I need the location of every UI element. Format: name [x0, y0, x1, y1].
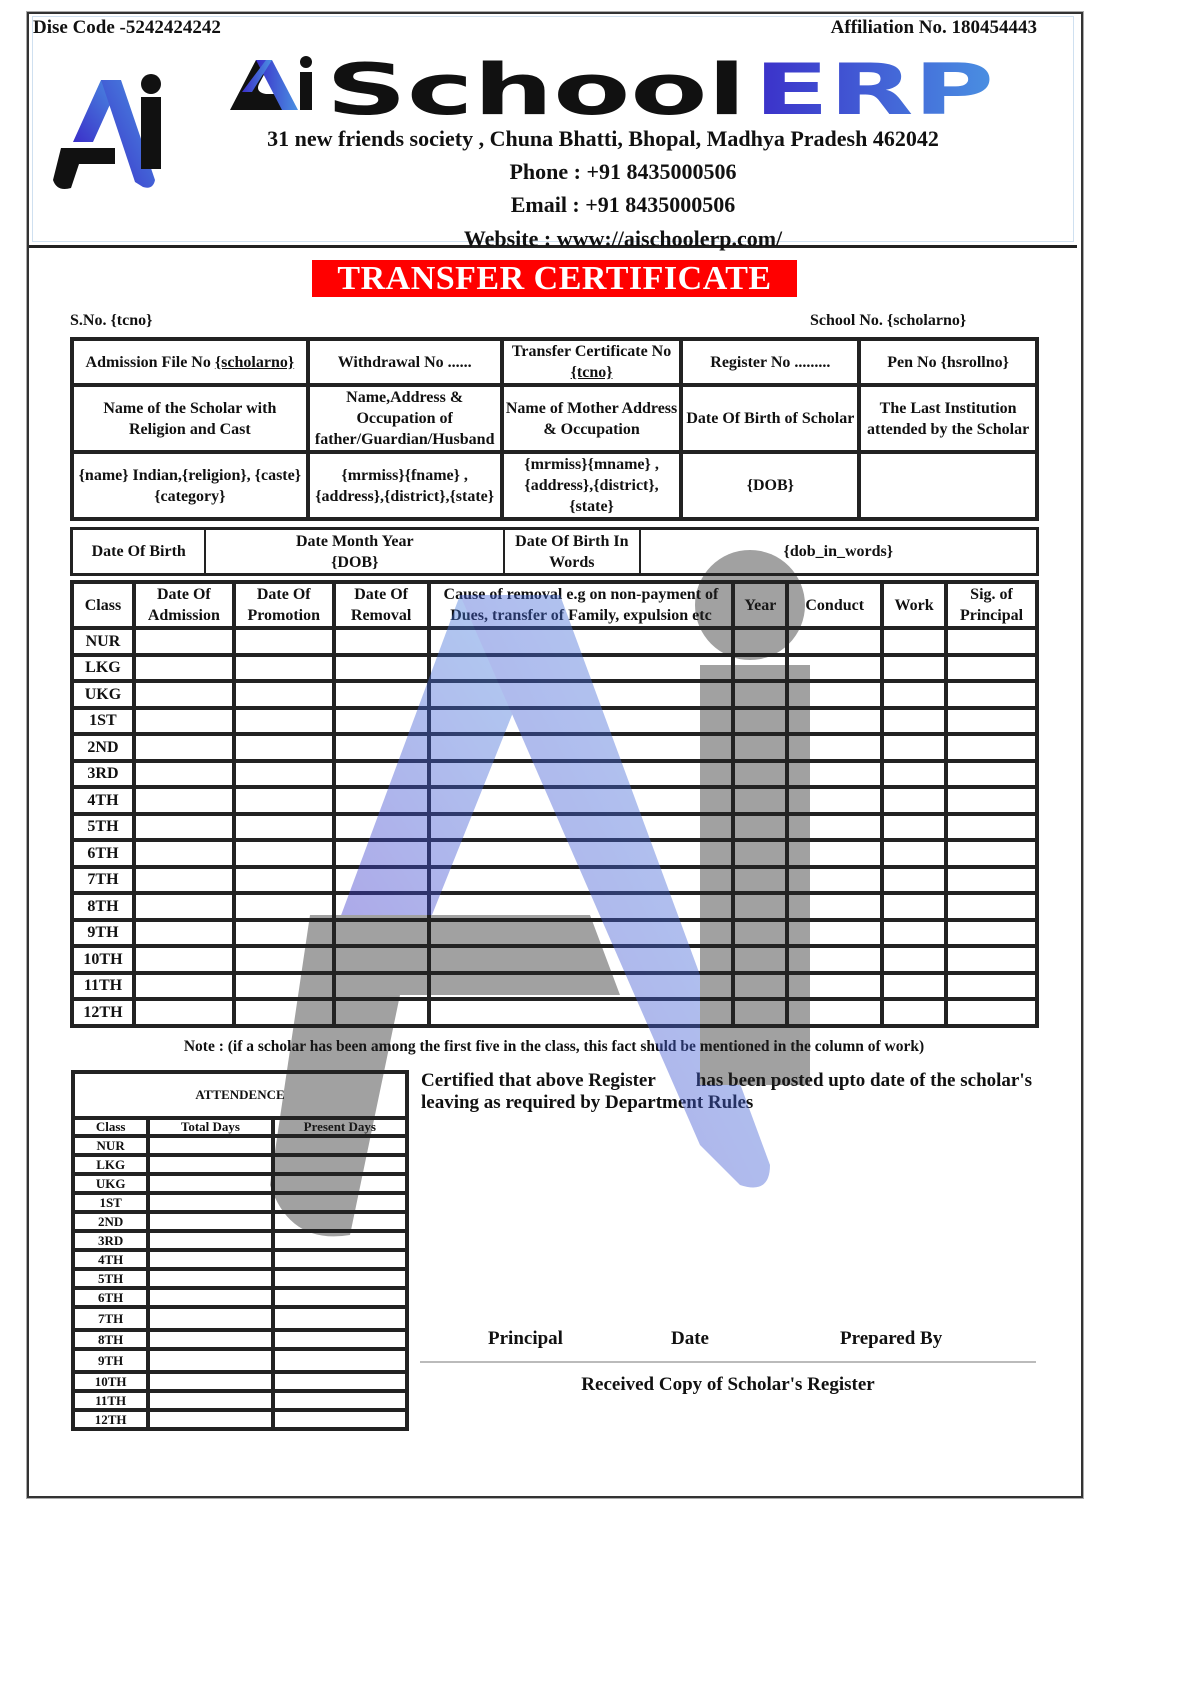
- class-entry-cell[interactable]: [429, 655, 734, 682]
- class-entry-cell[interactable]: [134, 681, 234, 708]
- class-entry-cell[interactable]: [134, 734, 234, 761]
- scholar-info-table: [70, 337, 1039, 521]
- school-website[interactable]: Website : www://aischoolerp.com/: [463, 226, 783, 251]
- certification-part2: has been posted upto date of the scholar's leaving as required by Department Rules: [421, 1070, 1033, 1113]
- class-col-header: Date Of Removal: [334, 582, 429, 628]
- class-entry-cell[interactable]: [429, 867, 734, 894]
- class-name-cell: 4TH: [72, 787, 134, 814]
- class-entry-cell[interactable]: [429, 946, 734, 973]
- class-row: [72, 893, 1037, 920]
- attendance-col-header: Present Days: [273, 1118, 407, 1136]
- class-entry-cell[interactable]: [134, 761, 234, 788]
- attendance-class-cell: 1ST: [73, 1193, 148, 1212]
- class-entry-cell[interactable]: [882, 814, 946, 841]
- attendance-class-cell: 4TH: [73, 1250, 148, 1269]
- scholar-name-value: {name} Indian,{religion}, {caste} {category}: [72, 452, 308, 519]
- total-days-cell[interactable]: [148, 1231, 272, 1250]
- class-table-header: [72, 582, 1037, 628]
- divider-line: [420, 1361, 1036, 1363]
- prepared-by-label: Prepared By: [840, 1328, 943, 1349]
- dob-dmy-cell: [205, 529, 504, 574]
- class-entry-cell[interactable]: [134, 708, 234, 735]
- class-entry-cell[interactable]: [733, 734, 787, 761]
- class-entry-cell[interactable]: [429, 814, 734, 841]
- class-entry-cell[interactable]: [787, 734, 882, 761]
- tc-no-label: Transfer Certificate No: [511, 343, 672, 360]
- class-entry-cell[interactable]: [882, 946, 946, 973]
- attendance-class-cell: 6TH: [73, 1288, 148, 1307]
- class-history-table: [70, 580, 1039, 1028]
- present-days-cell[interactable]: [273, 1231, 407, 1250]
- class-entry-cell[interactable]: [787, 761, 882, 788]
- class-entry-cell[interactable]: [733, 840, 787, 867]
- class-entry-cell[interactable]: [946, 946, 1037, 973]
- admission-file-value: {scholarno}: [214, 353, 295, 371]
- attendance-class-cell: 8TH: [73, 1330, 148, 1349]
- class-entry-cell[interactable]: [882, 787, 946, 814]
- total-days-cell[interactable]: [148, 1410, 272, 1429]
- class-entry-cell[interactable]: [946, 734, 1037, 761]
- class-entry-cell[interactable]: [334, 840, 429, 867]
- class-entry-cell[interactable]: [733, 920, 787, 947]
- class-entry-cell[interactable]: [787, 628, 882, 655]
- class-entry-cell[interactable]: [429, 787, 734, 814]
- class-entry-cell[interactable]: [733, 655, 787, 682]
- class-entry-cell[interactable]: [733, 973, 787, 1000]
- attendance-class-cell: 11TH: [73, 1391, 148, 1410]
- class-entry-cell[interactable]: [882, 893, 946, 920]
- class-col-header: Cause of removal e.g on non-payment of Dues, transfer of Family, expulsion etc: [429, 582, 734, 628]
- class-entry-cell[interactable]: [882, 708, 946, 735]
- class-entry-cell[interactable]: [946, 708, 1037, 735]
- last-institution-label: The Last Institution attended by the Scholar: [859, 385, 1037, 452]
- class-entry-cell[interactable]: [334, 893, 429, 920]
- class-entry-cell[interactable]: [787, 814, 882, 841]
- class-entry-cell[interactable]: [134, 973, 234, 1000]
- class-entry-cell[interactable]: [946, 761, 1037, 788]
- class-entry-cell[interactable]: [733, 761, 787, 788]
- class-entry-cell[interactable]: [946, 814, 1037, 841]
- class-col-header: Conduct: [787, 582, 882, 628]
- class-entry-cell[interactable]: [134, 893, 234, 920]
- class-entry-cell[interactable]: [787, 867, 882, 894]
- class-entry-cell[interactable]: [733, 946, 787, 973]
- class-entry-cell[interactable]: [787, 973, 882, 1000]
- father-details-value: {mrmiss}{fname} , {address},{district},{state}: [308, 452, 502, 519]
- class-name-cell: 7TH: [72, 867, 134, 894]
- class-row: [72, 761, 1037, 788]
- present-days-cell[interactable]: [273, 1193, 407, 1212]
- class-entry-cell[interactable]: [134, 628, 234, 655]
- class-entry-cell[interactable]: [733, 893, 787, 920]
- principal-signature-label: Principal: [488, 1328, 563, 1349]
- class-entry-cell[interactable]: [134, 946, 234, 973]
- present-days-cell[interactable]: [273, 1372, 407, 1391]
- class-entry-cell[interactable]: [946, 999, 1037, 1026]
- withdrawal-no-cell: Withdrawal No ......: [308, 339, 502, 385]
- attendance-header: [73, 1118, 407, 1136]
- class-entry-cell[interactable]: [334, 628, 429, 655]
- aischoolerp-wordmark: [226, 52, 1006, 122]
- class-entry-cell[interactable]: [882, 999, 946, 1026]
- class-col-header: Date Of Promotion: [234, 582, 334, 628]
- class-entry-cell[interactable]: [234, 893, 334, 920]
- class-name-cell: 12TH: [72, 999, 134, 1026]
- class-entry-cell[interactable]: [882, 734, 946, 761]
- class-entry-cell[interactable]: [134, 787, 234, 814]
- attendance-class-cell: 3RD: [73, 1231, 148, 1250]
- class-entry-cell[interactable]: [787, 946, 882, 973]
- class-entry-cell[interactable]: [234, 946, 334, 973]
- attendance-row: [73, 1231, 407, 1250]
- class-name-cell: 9TH: [72, 920, 134, 947]
- class-entry-cell[interactable]: [787, 920, 882, 947]
- brand-erp-text: ERP: [754, 52, 994, 122]
- pen-no-cell: Pen No {hsrollno}: [859, 339, 1037, 385]
- class-entry-cell[interactable]: [334, 814, 429, 841]
- attendance-class-cell: 9TH: [73, 1349, 148, 1372]
- total-days-cell[interactable]: [148, 1136, 272, 1155]
- attendance-col-header: Total Days: [148, 1118, 272, 1136]
- class-entry-cell[interactable]: [429, 893, 734, 920]
- class-row: [72, 681, 1037, 708]
- dob-words-value: {dob_in_words}: [640, 529, 1037, 574]
- total-days-cell[interactable]: [148, 1349, 272, 1372]
- attendance-row: [73, 1349, 407, 1372]
- class-name-cell: 1ST: [72, 708, 134, 735]
- class-name-cell: UKG: [72, 681, 134, 708]
- present-days-cell[interactable]: [273, 1307, 407, 1330]
- class-row: [72, 708, 1037, 735]
- class-col-header: Year: [733, 582, 787, 628]
- attendance-class-cell: LKG: [73, 1155, 148, 1174]
- class-col-header: Date Of Admission: [134, 582, 234, 628]
- class-entry-cell[interactable]: [946, 920, 1037, 947]
- present-days-cell[interactable]: [273, 1269, 407, 1288]
- class-entry-cell[interactable]: [882, 628, 946, 655]
- brand-school-text: School: [326, 52, 746, 122]
- class-entry-cell[interactable]: [429, 920, 734, 947]
- class-entry-cell[interactable]: [882, 655, 946, 682]
- attendance-class-cell: 12TH: [73, 1410, 148, 1429]
- attendance-class-cell: 7TH: [73, 1307, 148, 1330]
- class-entry-cell[interactable]: [787, 999, 882, 1026]
- class-entry-cell[interactable]: [334, 973, 429, 1000]
- total-days-cell[interactable]: [148, 1391, 272, 1410]
- total-days-cell[interactable]: [148, 1269, 272, 1288]
- dise-code: Dise Code -5242424242: [33, 17, 221, 38]
- class-row: [72, 920, 1037, 947]
- class-entry-cell[interactable]: [429, 840, 734, 867]
- attendance-row: [73, 1330, 407, 1349]
- total-days-cell[interactable]: [148, 1330, 272, 1349]
- class-row: [72, 655, 1037, 682]
- info-row-labels: [72, 385, 1037, 452]
- date-signature-label: Date: [671, 1328, 709, 1349]
- total-days-cell[interactable]: [148, 1288, 272, 1307]
- class-name-cell: 10TH: [72, 946, 134, 973]
- class-entry-cell[interactable]: [429, 708, 734, 735]
- dob-words-label: Date Of Birth In Words: [504, 529, 640, 574]
- class-name-cell: 6TH: [72, 840, 134, 867]
- school-number: School No. {scholarno}: [810, 312, 967, 329]
- class-entry-cell[interactable]: [234, 840, 334, 867]
- dob-dmy-label: Date Month Year: [295, 532, 414, 550]
- class-name-cell: 2ND: [72, 734, 134, 761]
- class-entry-cell[interactable]: [234, 655, 334, 682]
- class-name-cell: 3RD: [72, 761, 134, 788]
- class-entry-cell[interactable]: [733, 681, 787, 708]
- dob-scholar-value: {DOB}: [681, 452, 859, 519]
- class-row: [72, 973, 1037, 1000]
- class-entry-cell[interactable]: [334, 761, 429, 788]
- class-entry-cell[interactable]: [733, 814, 787, 841]
- mother-details-value: {mrmiss}{mname} , {address},{district}, {state}: [502, 452, 682, 519]
- total-days-cell[interactable]: [148, 1212, 272, 1231]
- class-entry-cell[interactable]: [733, 708, 787, 735]
- class-entry-cell[interactable]: [882, 840, 946, 867]
- class-row: [72, 946, 1037, 973]
- class-row: [72, 867, 1037, 894]
- class-entry-cell[interactable]: [234, 734, 334, 761]
- class-entry-cell[interactable]: [334, 999, 429, 1026]
- class-entry-cell[interactable]: [429, 681, 734, 708]
- class-row: [72, 787, 1037, 814]
- class-entry-cell[interactable]: [946, 787, 1037, 814]
- class-entry-cell[interactable]: [787, 655, 882, 682]
- attendance-row: [73, 1288, 407, 1307]
- admission-file-label: Admission File No: [85, 353, 215, 371]
- class-entry-cell[interactable]: [134, 867, 234, 894]
- father-details-label: Name,Address & Occupation of father/Guardian/Husband: [308, 385, 502, 452]
- class-entry-cell[interactable]: [429, 999, 734, 1026]
- class-entry-cell[interactable]: [787, 893, 882, 920]
- class-entry-cell[interactable]: [733, 787, 787, 814]
- class-entry-cell[interactable]: [946, 655, 1037, 682]
- class-entry-cell[interactable]: [334, 734, 429, 761]
- total-days-cell[interactable]: [148, 1174, 272, 1193]
- school-phone: Phone : +91 8435000506: [509, 159, 737, 184]
- class-entry-cell[interactable]: [134, 655, 234, 682]
- present-days-cell[interactable]: [273, 1136, 407, 1155]
- class-row: [72, 628, 1037, 655]
- class-name-cell: 8TH: [72, 893, 134, 920]
- class-entry-cell[interactable]: [429, 761, 734, 788]
- class-entry-cell[interactable]: [946, 840, 1037, 867]
- attendance-row: [73, 1410, 407, 1429]
- attendance-row: [73, 1391, 407, 1410]
- present-days-cell[interactable]: [273, 1174, 407, 1193]
- class-entry-cell[interactable]: [946, 973, 1037, 1000]
- class-entry-cell[interactable]: [134, 814, 234, 841]
- attendance-row: [73, 1174, 407, 1193]
- dob-row: [72, 529, 1037, 574]
- class-entry-cell[interactable]: [234, 867, 334, 894]
- tc-no-cell: [502, 339, 682, 385]
- info-row-values: [72, 452, 1037, 519]
- total-days-cell[interactable]: [148, 1250, 272, 1269]
- class-entry-cell[interactable]: [134, 920, 234, 947]
- class-entry-cell[interactable]: [234, 999, 334, 1026]
- attendance-row: [73, 1136, 407, 1155]
- class-entry-cell[interactable]: [234, 920, 334, 947]
- class-entry-cell[interactable]: [787, 708, 882, 735]
- dob-label: Date Of Birth: [72, 529, 205, 574]
- register-no-cell: Register No .........: [681, 339, 859, 385]
- class-name-cell: 5TH: [72, 814, 134, 841]
- tc-no-value: {tcno}: [570, 364, 613, 381]
- class-entry-cell[interactable]: [429, 628, 734, 655]
- present-days-cell[interactable]: [273, 1250, 407, 1269]
- attendance-row: [73, 1250, 407, 1269]
- class-row: [72, 734, 1037, 761]
- attendance-col-header: Class: [73, 1118, 148, 1136]
- attendance-title: ATTENDENCE: [73, 1072, 407, 1118]
- received-copy-label: Received Copy of Scholar's Register: [581, 1374, 875, 1395]
- attendance-row: [73, 1307, 407, 1330]
- class-entry-cell[interactable]: [882, 681, 946, 708]
- class-entry-cell[interactable]: [334, 681, 429, 708]
- class-entry-cell[interactable]: [733, 999, 787, 1026]
- school-address: 31 new friends society , Chuna Bhatti, Bhopal, Madhya Pradesh 462042: [267, 126, 939, 151]
- work-note: Note : (if a scholar has been among the first five in the class, this fact shuld be mentioned in the column of work): [183, 1038, 925, 1055]
- present-days-cell[interactable]: [273, 1349, 407, 1372]
- present-days-cell[interactable]: [273, 1330, 407, 1349]
- total-days-cell[interactable]: [148, 1307, 272, 1330]
- school-email: Email : +91 8435000506: [510, 192, 736, 217]
- class-col-header: Class: [72, 582, 134, 628]
- class-entry-cell[interactable]: [234, 973, 334, 1000]
- class-entry-cell[interactable]: [334, 708, 429, 735]
- total-days-cell[interactable]: [148, 1193, 272, 1212]
- total-days-cell[interactable]: [148, 1155, 272, 1174]
- present-days-cell[interactable]: [273, 1155, 407, 1174]
- certification-part1: Certified that above Register: [421, 1070, 656, 1091]
- present-days-cell[interactable]: [273, 1391, 407, 1410]
- class-entry-cell[interactable]: [234, 681, 334, 708]
- present-days-cell[interactable]: [273, 1212, 407, 1231]
- class-name-cell: 11TH: [72, 973, 134, 1000]
- class-entry-cell[interactable]: [787, 681, 882, 708]
- class-entry-cell[interactable]: [234, 787, 334, 814]
- class-entry-cell[interactable]: [429, 734, 734, 761]
- class-entry-cell[interactable]: [134, 999, 234, 1026]
- total-days-cell[interactable]: [148, 1372, 272, 1391]
- class-row: [72, 814, 1037, 841]
- class-entry-cell[interactable]: [334, 655, 429, 682]
- class-entry-cell[interactable]: [787, 787, 882, 814]
- certificate-title: TRANSFER CERTIFICATE: [312, 260, 797, 297]
- class-entry-cell[interactable]: [234, 708, 334, 735]
- attendance-class-cell: 2ND: [73, 1212, 148, 1231]
- class-entry-cell[interactable]: [134, 840, 234, 867]
- present-days-cell[interactable]: [273, 1288, 407, 1307]
- class-entry-cell[interactable]: [334, 867, 429, 894]
- class-entry-cell[interactable]: [946, 893, 1037, 920]
- class-entry-cell[interactable]: [429, 973, 734, 1000]
- class-entry-cell[interactable]: [234, 761, 334, 788]
- class-name-cell: LKG: [72, 655, 134, 682]
- class-entry-cell[interactable]: [334, 946, 429, 973]
- class-col-header: Work: [882, 582, 946, 628]
- class-entry-cell[interactable]: [234, 814, 334, 841]
- attendance-class-cell: 5TH: [73, 1269, 148, 1288]
- class-entry-cell[interactable]: [733, 628, 787, 655]
- class-entry-cell[interactable]: [882, 761, 946, 788]
- class-entry-cell[interactable]: [946, 628, 1037, 655]
- info-row-numbers: [72, 339, 1037, 385]
- class-entry-cell[interactable]: [946, 867, 1037, 894]
- class-row: [72, 840, 1037, 867]
- class-entry-cell[interactable]: [946, 681, 1037, 708]
- class-entry-cell[interactable]: [882, 920, 946, 947]
- class-entry-cell[interactable]: [787, 840, 882, 867]
- admission-file-no-cell: [72, 339, 308, 385]
- attendance-class-cell: UKG: [73, 1174, 148, 1193]
- attendance-row: [73, 1269, 407, 1288]
- attendance-row: [73, 1155, 407, 1174]
- mother-details-label: Name of Mother Address & Occupation: [502, 385, 682, 452]
- attendance-row: [73, 1372, 407, 1391]
- class-entry-cell[interactable]: [334, 920, 429, 947]
- affiliation-number: Affiliation No. 180454443: [830, 17, 1037, 38]
- dob-dmy-value: {DOB}: [331, 553, 379, 571]
- class-entry-cell[interactable]: [733, 867, 787, 894]
- attendance-class-cell: NUR: [73, 1136, 148, 1155]
- class-col-header: Sig. of Principal: [946, 582, 1037, 628]
- attendance-row: [73, 1193, 407, 1212]
- class-name-cell: NUR: [72, 628, 134, 655]
- attendance-row: [73, 1212, 407, 1231]
- class-entry-cell[interactable]: [882, 973, 946, 1000]
- certification-text: [421, 1070, 1071, 1114]
- attendance-table: [71, 1070, 409, 1431]
- dob-table: [70, 527, 1039, 576]
- class-row: [72, 999, 1037, 1026]
- class-entry-cell[interactable]: [882, 867, 946, 894]
- class-entry-cell[interactable]: [334, 787, 429, 814]
- present-days-cell[interactable]: [273, 1410, 407, 1429]
- last-institution-value: [859, 452, 1037, 519]
- scholar-name-label: Name of the Scholar with Religion and Cast: [72, 385, 308, 452]
- attendance-class-cell: 10TH: [73, 1372, 148, 1391]
- class-entry-cell[interactable]: [234, 628, 334, 655]
- school-header: [29, 14, 1077, 251]
- dob-scholar-label: Date Of Birth of Scholar: [681, 385, 859, 452]
- serial-number: S.No. {tcno}: [70, 312, 153, 329]
